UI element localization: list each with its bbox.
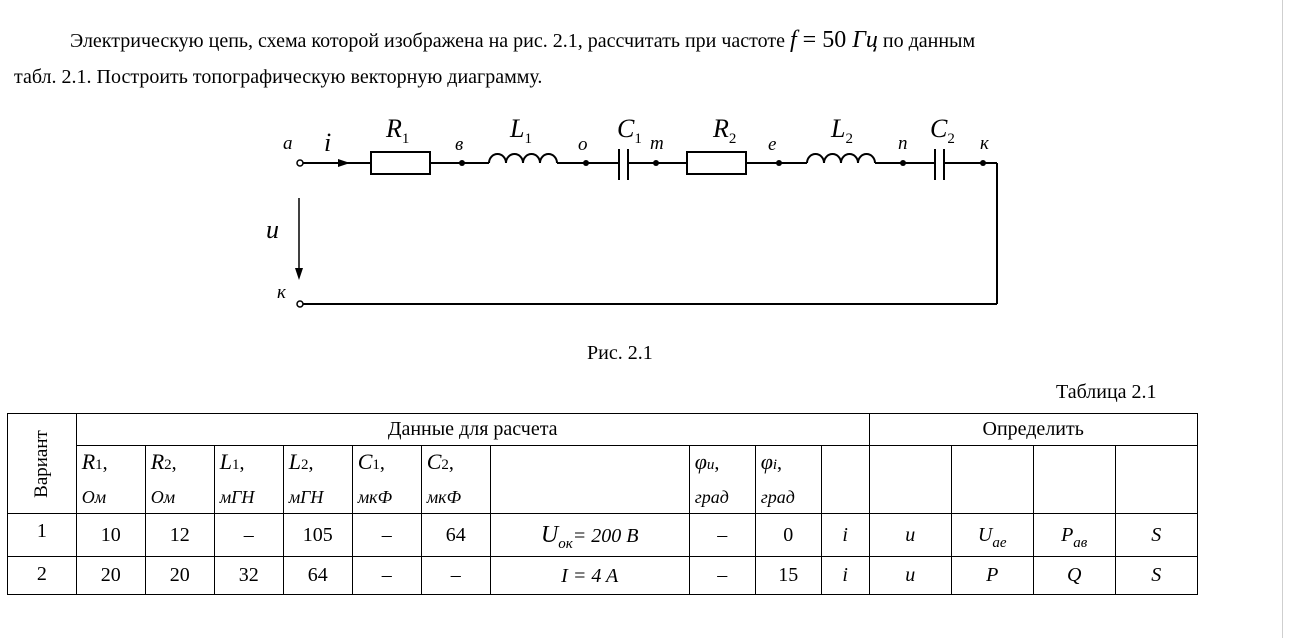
given-cell: $U_{ок}= 200$ B	[490, 514, 689, 557]
node-label-m: m	[650, 133, 664, 154]
table-row	[8, 557, 1198, 595]
task-text-line-2: табл. 2.1. Построить топографическую векторную диаграмму.	[14, 66, 543, 88]
label-r1: $R_1$	[386, 114, 410, 147]
col-r2: R2, Ом	[145, 446, 214, 514]
col-empty-3	[951, 446, 1033, 514]
col-c1: C1, мкФ	[352, 446, 421, 514]
data-table	[7, 413, 1198, 595]
value-cell: 20	[145, 557, 214, 595]
task-text-tail: по данным	[877, 30, 976, 52]
col-r1: R1, Ом	[76, 446, 145, 514]
col-c2: C2, мкФ	[421, 446, 490, 514]
determine-cell: Q	[1033, 557, 1115, 595]
value-cell: 105	[283, 514, 352, 557]
value-cell: 12	[145, 514, 214, 557]
terminal-k	[297, 301, 303, 307]
determine-header: Определить	[869, 414, 1197, 446]
determine-cell: i	[821, 557, 869, 595]
node-label-a: a	[283, 133, 293, 154]
value-cell: –	[214, 514, 283, 557]
determine-cell: $U_{ae}$	[951, 514, 1033, 557]
value-cell: 10	[76, 514, 145, 557]
current-label: i	[324, 128, 332, 157]
node-label-n: n	[898, 133, 908, 154]
col-empty-4	[1033, 446, 1115, 514]
value-cell: –	[352, 557, 421, 595]
data-header: Данные для расчета	[76, 414, 869, 446]
node-e-dot	[776, 160, 782, 166]
resistor-r2	[687, 152, 746, 174]
terminal-a	[297, 160, 303, 166]
node-n-dot	[900, 160, 906, 166]
col-empty-2	[869, 446, 951, 514]
label-r2: $R_2$	[713, 114, 737, 147]
determine-cell: $P_{ав}$	[1033, 514, 1115, 557]
variant-header: Вариант	[8, 414, 77, 514]
label-c1: $C_1$	[617, 114, 642, 147]
value-cell: 15	[755, 557, 821, 595]
node-label-e: е	[768, 134, 777, 155]
task-text: Электрическую цепь, схема которой изображена на рис. 2.1, рассчитать при частоте	[70, 30, 785, 52]
determine-cell: i	[821, 514, 869, 557]
table-caption: Таблица 2.1	[1056, 381, 1157, 403]
value-cell: 20	[76, 557, 145, 595]
col-given	[490, 446, 689, 514]
figure-caption: Рис. 2.1	[587, 342, 653, 364]
node-label-k-top: к	[980, 133, 989, 154]
variant-cell: 2	[8, 557, 77, 595]
inductor-l2	[807, 154, 875, 163]
node-k-dot	[980, 160, 986, 166]
current-arrow	[338, 159, 350, 167]
table-header-row	[8, 414, 1198, 446]
col-empty-1	[821, 446, 869, 514]
voltage-arrow-head	[295, 268, 303, 280]
given-cell: I = 4 A	[490, 557, 689, 595]
value-cell: 64	[421, 514, 490, 557]
label-c2: $C_2$	[930, 114, 955, 147]
node-o-dot	[583, 160, 589, 166]
node-label-b: в	[455, 134, 464, 155]
determine-cell: S	[1115, 557, 1197, 595]
determine-cell: P	[951, 557, 1033, 595]
node-m-dot	[653, 160, 659, 166]
col-phi-u: φu, град	[689, 446, 755, 514]
voltage-label: u	[266, 215, 279, 244]
determine-cell: u	[869, 514, 951, 557]
col-empty-5	[1115, 446, 1197, 514]
col-l2: L2, мГН	[283, 446, 352, 514]
node-label-k-bottom: к	[277, 282, 286, 303]
variant-cell: 1	[8, 514, 77, 557]
determine-cell: S	[1115, 514, 1197, 557]
value-cell: –	[352, 514, 421, 557]
value-cell: –	[421, 557, 490, 595]
resistor-r1	[371, 152, 430, 174]
frequency-formula: f = 50 Гц	[790, 27, 878, 53]
value-cell: 0	[755, 514, 821, 557]
label-l2: $L_2$	[831, 114, 853, 147]
col-l1: L1, мГН	[214, 446, 283, 514]
label-l1: $L_1$	[510, 114, 532, 147]
value-cell: 64	[283, 557, 352, 595]
inductor-l1	[489, 154, 557, 163]
determine-cell: u	[869, 557, 951, 595]
node-label-o: о	[578, 134, 588, 155]
value-cell: –	[689, 557, 755, 595]
table-row	[8, 514, 1198, 557]
value-cell: 32	[214, 557, 283, 595]
value-cell: –	[689, 514, 755, 557]
node-b-dot	[459, 160, 465, 166]
col-phi-i: φi, град	[755, 446, 821, 514]
table-subheader-row	[8, 446, 1198, 514]
